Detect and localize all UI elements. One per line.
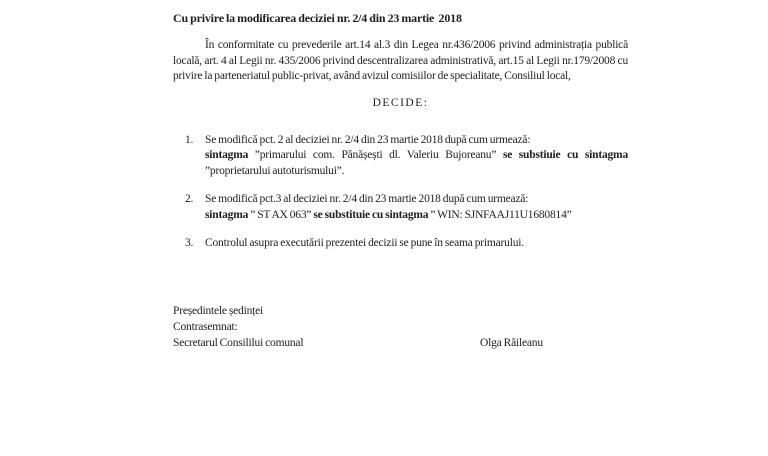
item-line: Se modifică pct.3 al deciziei nr. 2/4 din 23 martie 2018 după cum urmează: <box>205 193 529 205</box>
item-number: 3. <box>185 237 194 249</box>
list-item <box>173 192 628 223</box>
item-regular-segment: ”proprietarului autoturismului”. <box>205 164 345 177</box>
item-text <box>205 236 628 252</box>
secretary-title: Secretarul Consililui comunal <box>173 336 304 349</box>
item-bold-segment: se substituie cu sintagma <box>313 208 429 221</box>
list-item <box>173 236 628 252</box>
decision-list <box>173 133 628 252</box>
preamble-paragraph: În conformitate cu prevederile art.14 al.3 din Legea nr.436/2006 privind administrația publică locală, art. 4 al Legii nr. 435/2006 privind descentralizarea administrativă, art.15 al Legii nr.179/2008 cu privire la parteneriatul public-privat, având avizul comisiilor de specialitate, Consiliul local, <box>173 39 628 82</box>
document-title: Cu privire la modificarea deciziei nr. 2/4 din 23 martie 2018 <box>173 11 462 25</box>
countersigned-line: Contrasemnat: <box>173 320 238 333</box>
item-line: Se modifică pct. 2 al deciziei nr. 2/4 din 23 martie 2018 după cum urmează: <box>205 133 531 146</box>
item-bold-segment: se substiuie cu sintagma <box>502 149 628 161</box>
item-regular-segment: ” ST AX 063” <box>248 208 314 221</box>
item-bold-segment: sintagma <box>205 208 249 221</box>
item-text <box>205 133 628 180</box>
item-regular-segment: ”primarului com. Pănășești dl. Valeriu Bujoreanu” <box>248 149 503 161</box>
secretary-name: Olga Răileanu <box>480 336 543 349</box>
list-item <box>173 133 628 180</box>
item-number: 2. <box>185 193 194 205</box>
document-page <box>173 10 628 351</box>
item-regular-segment: ” WIN: SJNFAAJ11U1680814” <box>428 208 572 221</box>
secretary-line <box>173 335 628 351</box>
chair-line: Președintele ședinței <box>173 304 264 317</box>
item-bold-segment: sintagma <box>205 149 249 161</box>
item-line: Controlul asupra executării prezentei decizii se pune în seama primarului. <box>205 237 524 249</box>
item-number: 1. <box>185 133 194 146</box>
signature-block <box>173 303 628 351</box>
decide-heading: DECIDE: <box>372 96 429 109</box>
item-text <box>205 192 628 223</box>
